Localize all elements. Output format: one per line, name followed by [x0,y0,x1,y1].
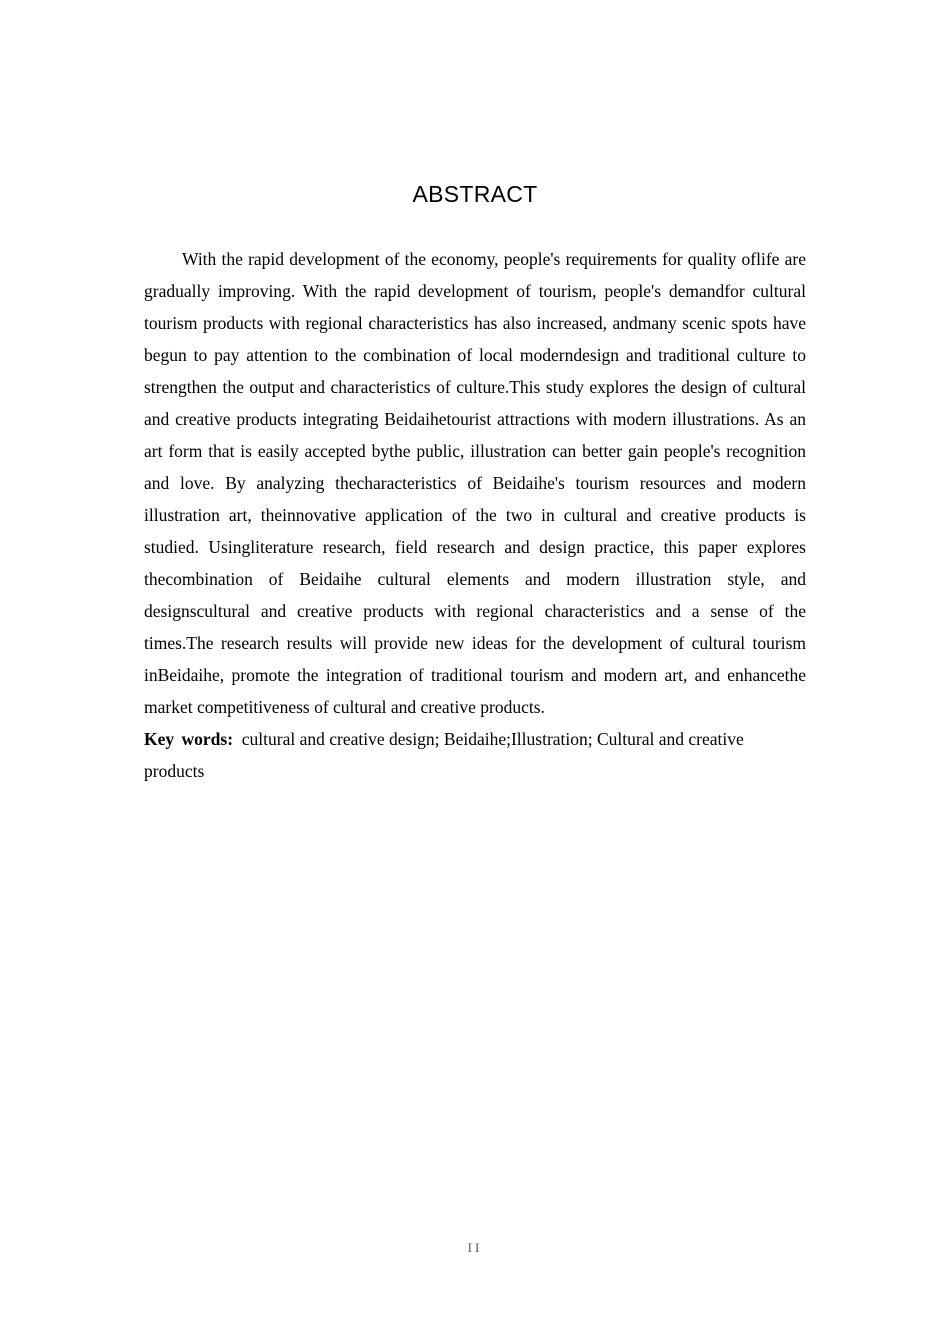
abstract-content [144,243,806,787]
abstract-body-paragraph: With the rapid development of the economy, people's requirements for quality oflife are gradually improving. With the rapid development of tourism, people's demandfor cultural tourism products with regional characteristics has also increased, andmany scenic spots have begun to pay attention to the combination of local moderndesign and traditional culture to strengthen the output and characteristics of culture.This study explores the design of cultural and creative products integrating Beidaihetourist attractions with modern illustrations. As an art form that is easily accepted bythe public, illustration can better gain people's recognition and love. By analyzing thecharacteristics of Beidaihe's tourism resources and modern illustration art, theinnovative application of the two in cultural and creative products is studied. Usingliterature research, field research and design practice, this paper explores thecombination of Beidaihe cultural elements and modern illustration style, and designscultural and creative products with regional characteristics and a sense of the times.The research results will provide new ideas for the development of cultural tourism inBeidaihe, promote the integration of traditional tourism and modern art, and enhancethe market competitiveness of cultural and creative products. [144,249,806,717]
keywords-paragraph [144,723,806,787]
abstract-title: ABSTRACT [412,181,538,207]
keywords-text: cultural and creative design; Beidaihe;Illustration; Cultural and creative products [144,729,744,781]
page-number: II [467,1240,483,1255]
keywords-label: Key words: [144,729,234,749]
